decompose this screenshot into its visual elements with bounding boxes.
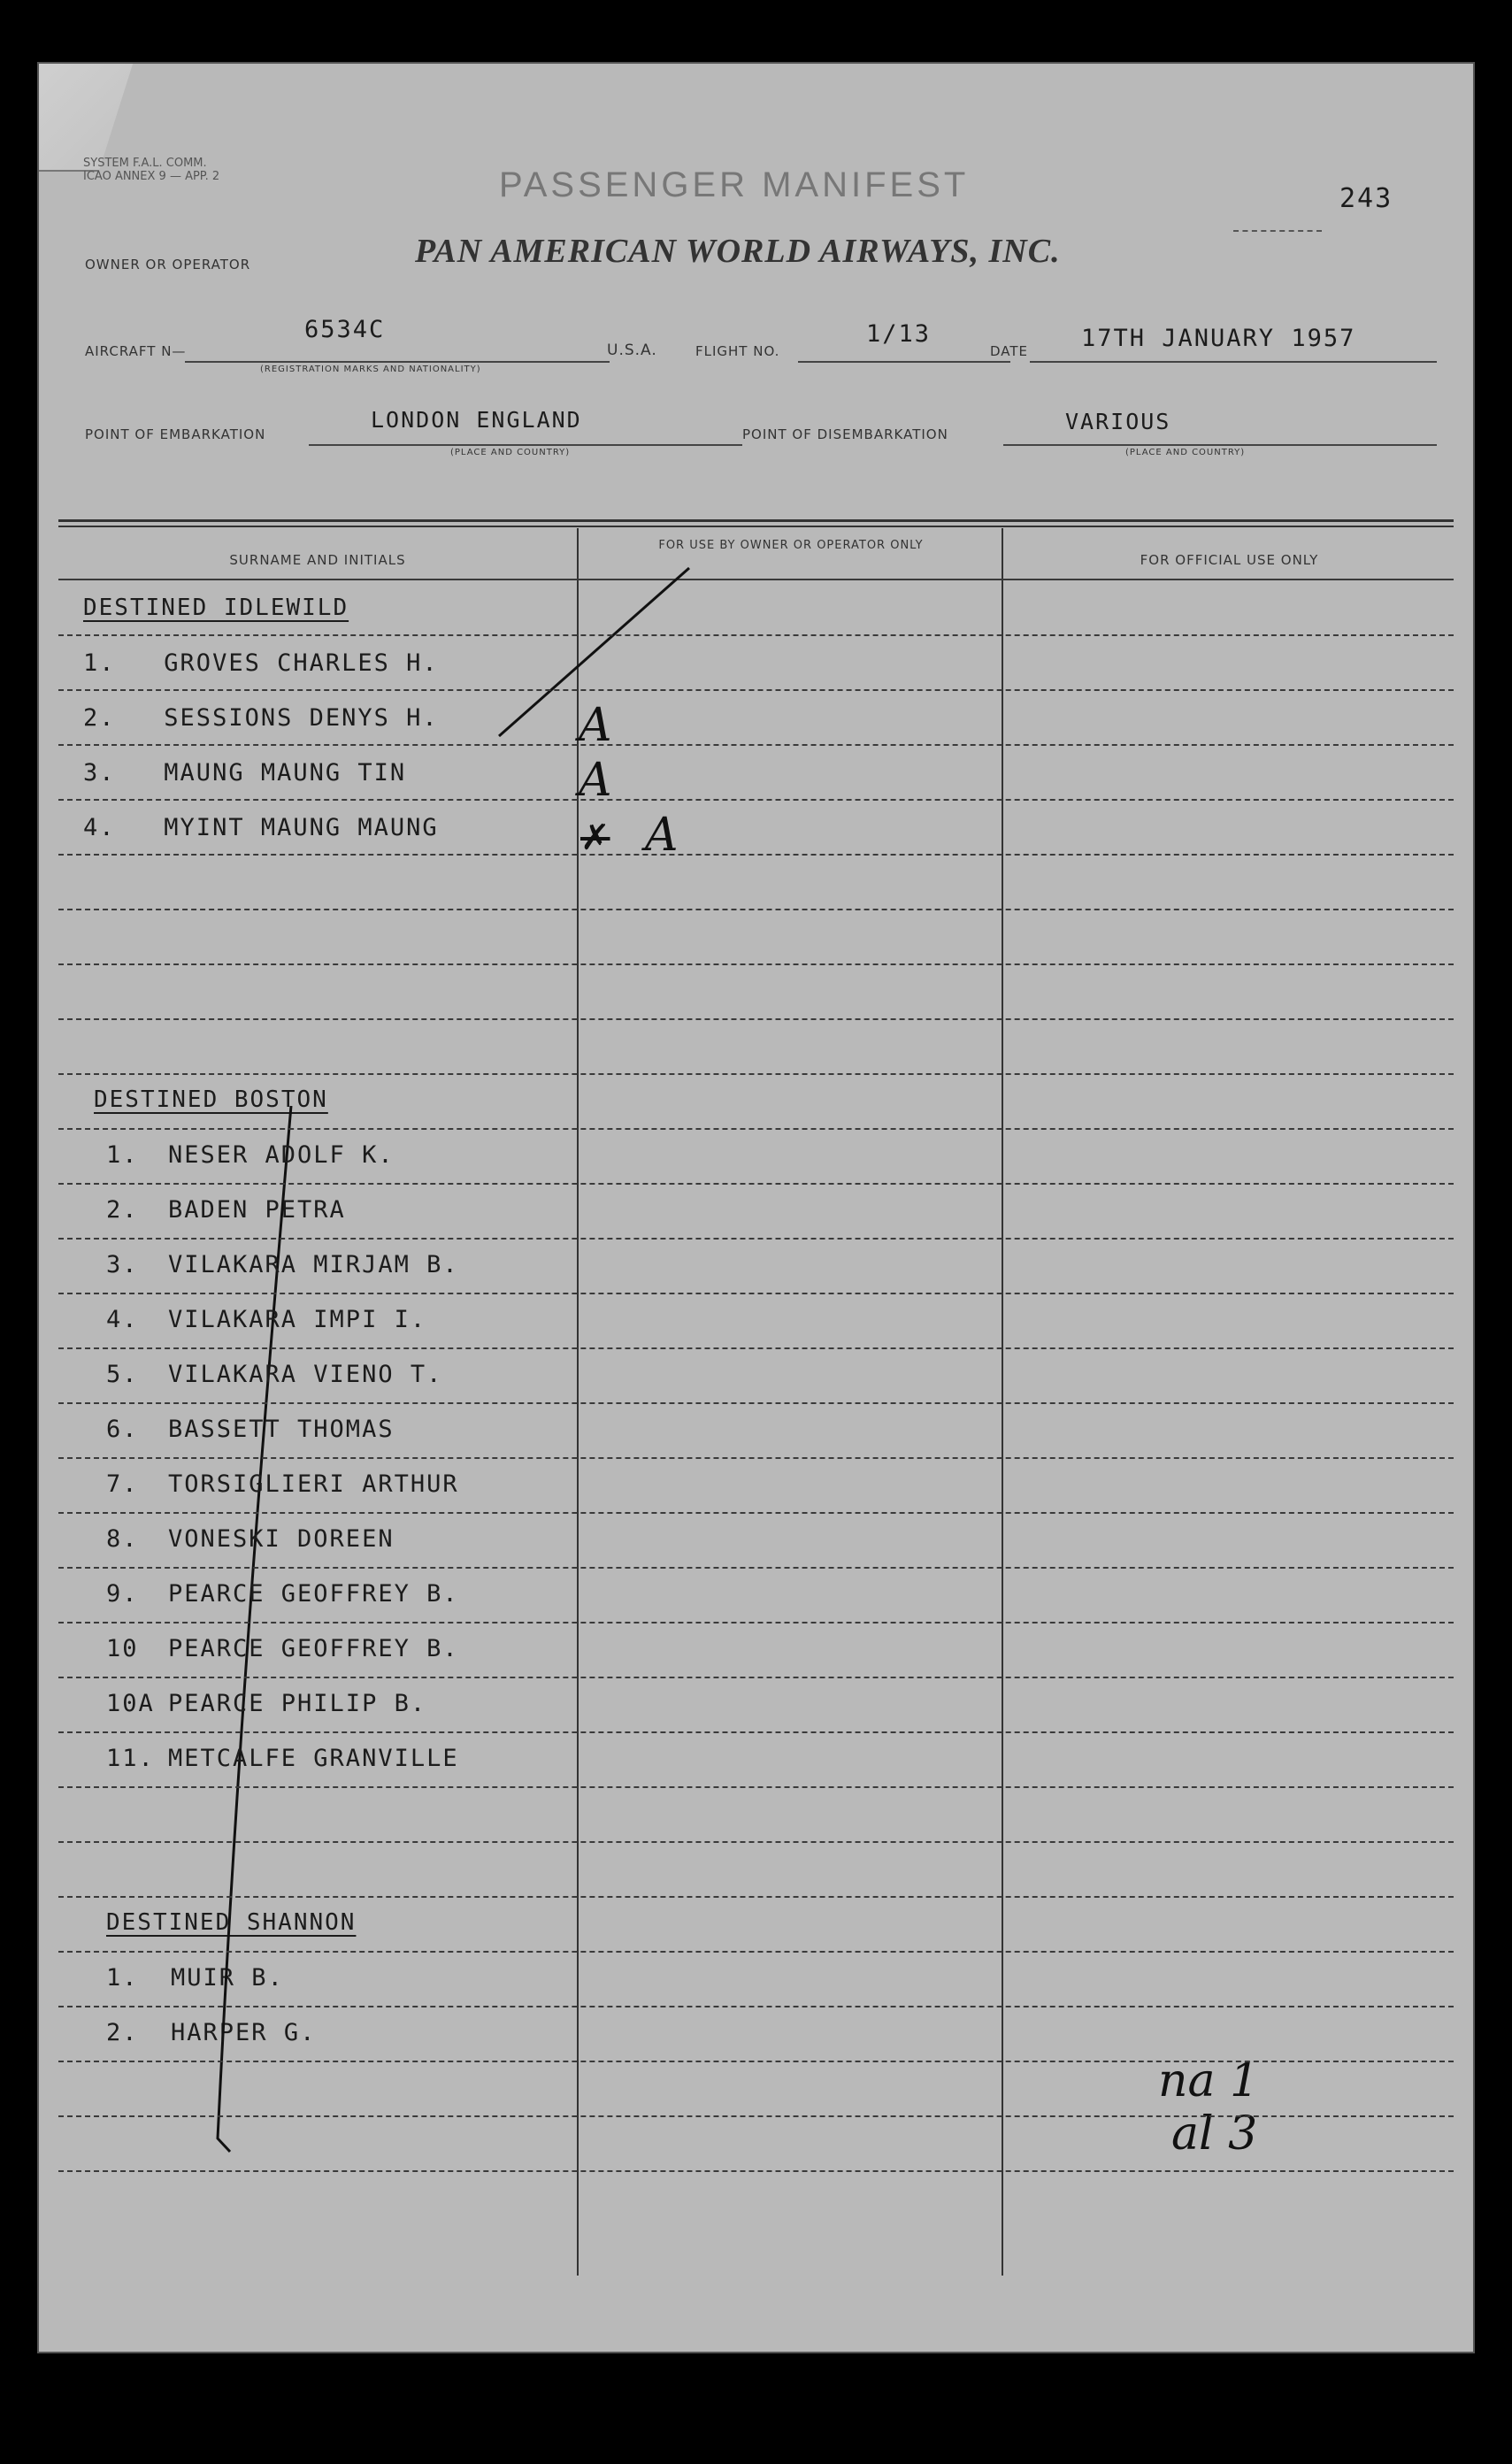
row-rule — [58, 799, 1454, 801]
list-item — [106, 1635, 459, 1662]
entry-number: 1. — [106, 1141, 139, 1169]
entry-name: METCALFE GRANVILLE — [168, 1745, 459, 1772]
header-bottom-rule — [58, 579, 1454, 580]
section-heading-shannon: DESTINED SHANNON — [106, 1909, 357, 1936]
entry-name: HARPER G. — [171, 2019, 317, 2046]
entry-number: 10 — [106, 1635, 139, 1662]
entry-number: 2. — [106, 1196, 139, 1224]
row-rule — [58, 689, 1454, 691]
row-rule — [58, 744, 1454, 746]
row-rule — [58, 909, 1454, 910]
entry-number: 6. — [106, 1416, 139, 1443]
handwritten-mark: A — [579, 699, 612, 752]
official-note: al 3 — [1171, 2107, 1258, 2161]
entry-number: 3. — [83, 759, 116, 787]
official-note: na 1 — [1158, 2054, 1260, 2107]
list-item — [83, 649, 439, 677]
row-rule — [58, 1128, 1454, 1130]
operator-name: PAN AMERICAN WORLD AIRWAYS, INC. — [415, 233, 1061, 270]
form-reference-line: SYSTEM F.A.L. COMM. — [83, 157, 207, 170]
row-rule — [58, 1731, 1454, 1733]
row-rule — [58, 2006, 1454, 2007]
list-item — [106, 1470, 459, 1498]
entry-name: BASSETT THOMAS — [168, 1416, 395, 1443]
entry-name: PEARCE GEOFFREY B. — [168, 1635, 459, 1662]
list-item — [106, 1196, 346, 1224]
entry-number: 7. — [106, 1470, 139, 1498]
list-item — [106, 1580, 459, 1608]
list-item — [83, 759, 406, 787]
row-rule — [58, 854, 1454, 856]
date-line — [1030, 361, 1437, 363]
list-item — [106, 1141, 395, 1169]
row-rule — [58, 1786, 1454, 1788]
row-rule — [58, 1951, 1454, 1953]
page-number: 243 — [1339, 183, 1393, 214]
entry-name: VILAKARA VIENO T. — [168, 1361, 443, 1388]
page-number-rule — [1233, 230, 1322, 232]
date-label: DATE — [990, 343, 1029, 359]
entry-number: 3. — [106, 1251, 139, 1278]
disembarkation-label: POINT OF DISEMBARKATION — [742, 426, 948, 442]
entry-number: 9. — [106, 1580, 139, 1608]
column-header-surname: SURNAME AND INITIALS — [229, 552, 406, 568]
row-rule — [58, 1347, 1454, 1349]
list-item — [106, 1690, 426, 1717]
list-item — [83, 814, 439, 841]
list-item — [106, 1525, 395, 1553]
column-header-official-use: FOR OFFICIAL USE ONLY — [1140, 552, 1319, 568]
entry-name: BADEN PETRA — [168, 1196, 346, 1224]
row-rule — [58, 2170, 1454, 2172]
handwritten-mark: A — [645, 809, 679, 862]
aircraft-value: 6534C — [304, 316, 386, 343]
crossed-out-mark: ✗ — [580, 817, 610, 858]
row-rule — [58, 1183, 1454, 1185]
entry-name: TORSIGLIERI ARTHUR — [168, 1470, 459, 1498]
page-title: PASSENGER MANIFEST — [499, 165, 970, 204]
flight-value: 1/13 — [866, 320, 932, 348]
aircraft-label: AIRCRAFT N— — [85, 343, 187, 359]
disembarkation-sublabel: (PLACE AND COUNTRY) — [1125, 448, 1246, 457]
row-rule — [58, 2115, 1454, 2117]
entry-name: SESSIONS DENYS H. — [164, 704, 439, 732]
embarkation-sublabel: (PLACE AND COUNTRY) — [450, 448, 571, 457]
entry-number: 1. — [106, 1964, 139, 1992]
row-rule — [58, 2061, 1454, 2062]
section-heading-idlewild: DESTINED IDLEWILD — [83, 595, 349, 621]
entry-number: 4. — [83, 814, 116, 841]
list-item — [83, 704, 439, 732]
handwritten-mark: A — [579, 754, 612, 807]
entry-number: 5. — [106, 1361, 139, 1388]
aircraft-sublabel: (REGISTRATION MARKS AND NATIONALITY) — [260, 365, 481, 374]
row-rule — [58, 1896, 1454, 1898]
folded-corner — [39, 64, 210, 172]
entry-name: VILAKARA IMPI I. — [168, 1306, 427, 1333]
row-rule — [58, 634, 1454, 636]
entry-name: VONESKI DOREEN — [168, 1525, 395, 1553]
row-rule — [58, 1402, 1454, 1404]
row-rule — [58, 1018, 1454, 1020]
row-rule — [58, 1677, 1454, 1678]
section-heading-boston: DESTINED BOSTON — [94, 1086, 328, 1113]
row-rule — [58, 1841, 1454, 1843]
list-item — [106, 1306, 426, 1333]
row-rule — [58, 1457, 1454, 1459]
entry-number: 2. — [83, 704, 116, 732]
entry-number: 4. — [106, 1306, 139, 1333]
form-reference-line: ICAO ANNEX 9 — APP. 2 — [83, 170, 220, 183]
entry-number: 8. — [106, 1525, 139, 1553]
row-rule — [58, 1512, 1454, 1514]
nationality: U.S.A. — [607, 342, 657, 359]
embarkation-label: POINT OF EMBARKATION — [85, 426, 266, 442]
list-item — [106, 1745, 459, 1772]
entry-name: NESER ADOLF K. — [168, 1141, 395, 1169]
date-value: 17TH JANUARY 1957 — [1081, 325, 1356, 352]
table-top-rule — [58, 519, 1454, 522]
flight-line — [798, 361, 1010, 363]
list-item — [106, 1251, 459, 1278]
row-rule — [58, 963, 1454, 965]
row-rule — [58, 1293, 1454, 1294]
entry-name: MAUNG MAUNG TIN — [164, 759, 407, 787]
entry-name: GROVES CHARLES H. — [164, 649, 439, 677]
entry-name: PEARCE GEOFFREY B. — [168, 1580, 459, 1608]
form-reference — [83, 157, 219, 183]
list-item — [106, 1416, 395, 1443]
entry-name: MUIR B. — [171, 1964, 284, 1992]
entry-name: VILAKARA MIRJAM B. — [168, 1251, 459, 1278]
entry-name: MYINT MAUNG MAUNG — [164, 814, 439, 841]
column-header-owner-use: FOR USE BY OWNER OR OPERATOR ONLY — [658, 539, 924, 552]
list-item — [106, 1361, 442, 1388]
embarkation-value: LONDON ENGLAND — [371, 407, 582, 433]
aircraft-line — [185, 361, 610, 363]
disembarkation-line — [1003, 444, 1437, 446]
row-rule — [58, 1238, 1454, 1240]
manifest-sheet — [37, 62, 1475, 2353]
flight-label: FLIGHT NO. — [695, 343, 780, 359]
row-rule — [58, 1622, 1454, 1623]
embarkation-line — [309, 444, 742, 446]
owner-label: OWNER OR OPERATOR — [85, 257, 251, 272]
disembarkation-value: VARIOUS — [1065, 409, 1171, 434]
entry-number: 1. — [83, 649, 116, 677]
entry-number: 11. — [106, 1745, 155, 1772]
entry-number: 2. — [106, 2019, 139, 2046]
row-rule — [58, 1073, 1454, 1075]
entry-number: 10A — [106, 1690, 155, 1717]
row-rule — [58, 1567, 1454, 1569]
entry-name: PEARCE PHILIP B. — [168, 1690, 427, 1717]
scan-bottom-edge — [37, 2353, 1475, 2380]
pen-stroke-check — [490, 555, 702, 758]
table-top-rule-2 — [58, 526, 1454, 527]
